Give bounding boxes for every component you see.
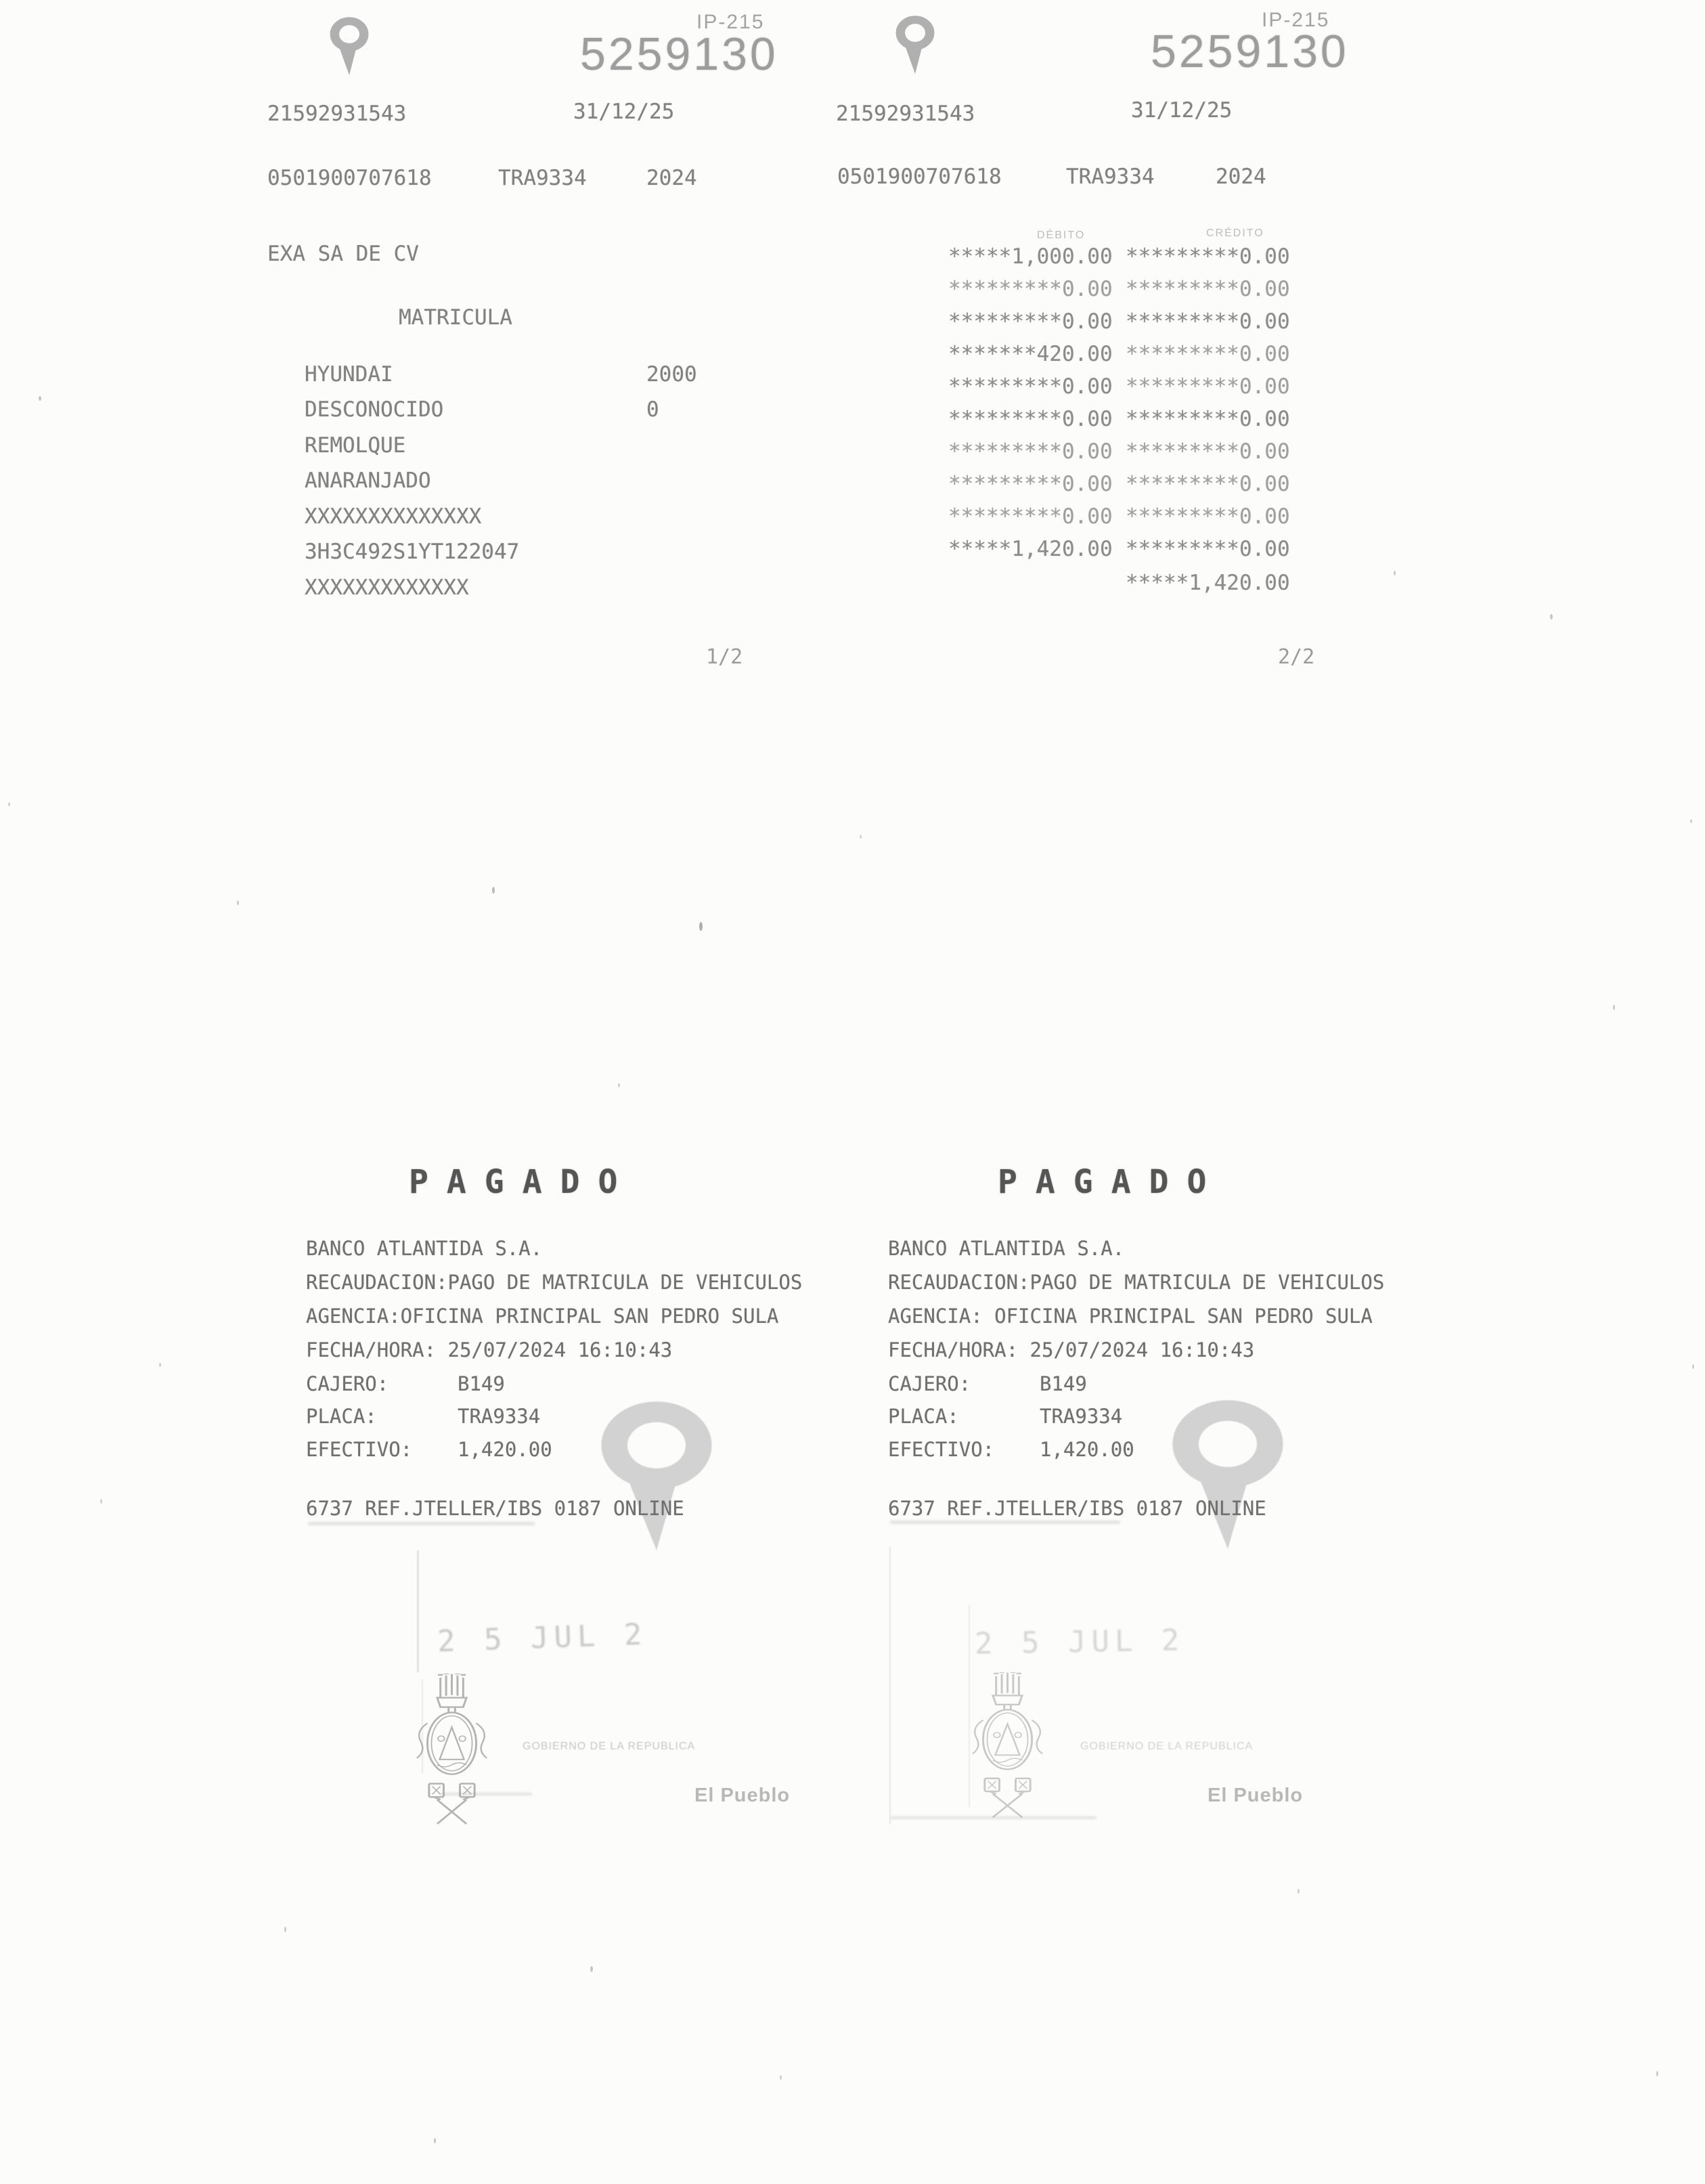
document-type: MATRICULA — [399, 305, 512, 330]
plate-label: PLACA: — [306, 1405, 377, 1428]
form-code: IP-215 — [696, 11, 765, 33]
datetime-line: FECHA/HORA: 25/07/2024 16:10:43 — [888, 1338, 1255, 1361]
plate-value: TRA9334 — [458, 1405, 541, 1428]
teller-reference-line: 6737 REF.JTELLER/IBS 0187 ONLINE — [306, 1497, 684, 1520]
debit-amount: *********0.00 — [948, 504, 1113, 529]
scan-speck — [100, 1499, 102, 1504]
vehicle-model-value: 0 — [646, 397, 659, 422]
debit-amount: *********0.00 — [948, 439, 1113, 464]
cashier-label: CAJERO: — [306, 1372, 389, 1395]
vehicle-model-year: 2000 — [646, 362, 697, 387]
scan-speck — [1550, 614, 1553, 619]
bank-name: BANCO ATLANTIDA S.A. — [306, 1237, 543, 1260]
debit-amount: *****1,000.00 — [948, 244, 1113, 269]
date-received-stamp: 2 5 JUL 2 — [974, 1623, 1185, 1661]
debit-amount: *********0.00 — [948, 309, 1113, 334]
bank-name: BANCO ATLANTIDA S.A. — [888, 1237, 1125, 1260]
vehicle-class: REMOLQUE — [305, 433, 406, 458]
form-code: IP-215 — [1262, 9, 1330, 31]
valid-until-date: 31/12/25 — [1131, 98, 1233, 123]
credit-amount: *********0.00 — [1126, 309, 1290, 334]
credit-amount: *********0.00 — [1126, 244, 1290, 269]
agency-line: AGENCIA: OFICINA PRINCIPAL SAN PEDRO SULA — [888, 1305, 1373, 1328]
credit-amount: *********0.00 — [1126, 472, 1290, 496]
scan-speck — [590, 1966, 593, 1972]
scan-speck — [8, 802, 10, 806]
datetime-line: FECHA/HORA: 25/07/2024 16:10:43 — [306, 1338, 673, 1361]
scan-speck — [434, 2138, 436, 2143]
scan-speck — [1298, 1889, 1300, 1894]
owner-id-number: 0501900707618 — [267, 166, 432, 190]
credit-amount: *********0.00 — [1126, 439, 1290, 464]
vehicle-brand: HYUNDAI — [305, 362, 393, 387]
brand-caption: El Pueblo — [1208, 1785, 1304, 1806]
paid-stamp: PAGADO — [998, 1163, 1225, 1201]
credit-amount: *********0.00 — [1126, 537, 1290, 561]
plate-number: TRA9334 — [498, 166, 587, 190]
scan-speck — [860, 835, 862, 839]
reference-number: 21592931543 — [267, 102, 407, 126]
page-indicator: 2/2 — [1278, 645, 1315, 669]
debit-amount: *********0.00 — [948, 277, 1113, 301]
cash-value: 1,420.00 — [1040, 1438, 1134, 1461]
government-caption: GOBIERNO DE LA REPUBLICA — [523, 1741, 696, 1752]
scan-speck — [780, 2075, 782, 2080]
receipt-number: 5259130 — [580, 28, 778, 80]
scan-speck — [159, 1363, 161, 1367]
plate-value: TRA9334 — [1040, 1405, 1123, 1428]
page-indicator: 1/2 — [706, 645, 743, 669]
vehicle-model: DESCONOCIDO — [305, 397, 444, 422]
agency-line: AGENCIA:OFICINA PRINCIPAL SAN PEDRO SULA — [306, 1305, 779, 1328]
scan-speck — [492, 887, 495, 894]
chassis-number: XXXXXXXXXXXXX — [305, 575, 469, 600]
plate-number: TRA9334 — [1066, 165, 1155, 189]
valid-until-date: 31/12/25 — [573, 100, 675, 124]
credit-column-header: CRÉDITO — [1206, 227, 1264, 239]
tax-year: 2024 — [646, 166, 697, 190]
paid-stamp: PAGADO — [409, 1163, 636, 1201]
brand-caption: El Pueblo — [694, 1785, 791, 1806]
cash-label: EFECTIVO: — [306, 1438, 413, 1461]
receipt-number: 5259130 — [1151, 26, 1349, 77]
credit-amount: *********0.00 — [1126, 374, 1290, 399]
vin-number: 3H3C492S1YT122047 — [305, 540, 520, 564]
debit-amount: *****1,420.00 — [948, 537, 1113, 561]
debit-amount: *********0.00 — [948, 472, 1113, 496]
collection-line: RECAUDACION:PAGO DE MATRICULA DE VEHICULOS — [888, 1271, 1385, 1294]
motor-number: XXXXXXXXXXXXXX — [305, 504, 482, 529]
cash-value: 1,420.00 — [458, 1438, 552, 1461]
credit-amount: *********0.00 — [1126, 342, 1290, 366]
teller-reference-line: 6737 REF.JTELLER/IBS 0187 ONLINE — [888, 1497, 1266, 1520]
scan-speck — [1690, 819, 1692, 823]
total-credit-amount: *****1,420.00 — [1126, 571, 1290, 595]
debit-amount: *******420.00 — [948, 342, 1113, 366]
scan-speck — [618, 1083, 620, 1087]
credit-amount: *********0.00 — [1126, 407, 1290, 431]
cash-label: EFECTIVO: — [888, 1438, 995, 1461]
collection-line: RECAUDACION:PAGO DE MATRICULA DE VEHICULOS — [306, 1271, 803, 1294]
cashier-value: B149 — [1040, 1372, 1087, 1395]
government-caption: GOBIERNO DE LA REPUBLICA — [1080, 1741, 1254, 1752]
reference-number: 21592931543 — [836, 102, 975, 126]
tax-year: 2024 — [1216, 165, 1266, 189]
plate-label: PLACA: — [888, 1405, 959, 1428]
scan-speck — [284, 1927, 286, 1932]
debit-amount: *********0.00 — [948, 407, 1113, 431]
scan-speck — [39, 396, 41, 401]
debit-column-header: DÉBITO — [1037, 230, 1086, 241]
scan-speck — [1692, 1364, 1694, 1369]
credit-amount: *********0.00 — [1126, 504, 1290, 529]
scan-speck — [1394, 571, 1396, 575]
owner-id-number: 0501900707618 — [837, 165, 1002, 189]
credit-amount: *********0.00 — [1126, 277, 1290, 301]
scan-speck — [237, 900, 239, 905]
taxpayer-name: EXA SA DE CV — [267, 242, 419, 266]
cashier-value: B149 — [458, 1372, 505, 1395]
cashier-label: CAJERO: — [888, 1372, 971, 1395]
scan-speck — [699, 922, 703, 931]
scan-speck — [1613, 1005, 1615, 1010]
vehicle-color: ANARANJADO — [305, 468, 431, 493]
debit-amount: *********0.00 — [948, 374, 1113, 399]
date-received-stamp: 2 5 JUL 2 — [437, 1617, 648, 1659]
scan-speck — [1656, 2071, 1658, 2076]
